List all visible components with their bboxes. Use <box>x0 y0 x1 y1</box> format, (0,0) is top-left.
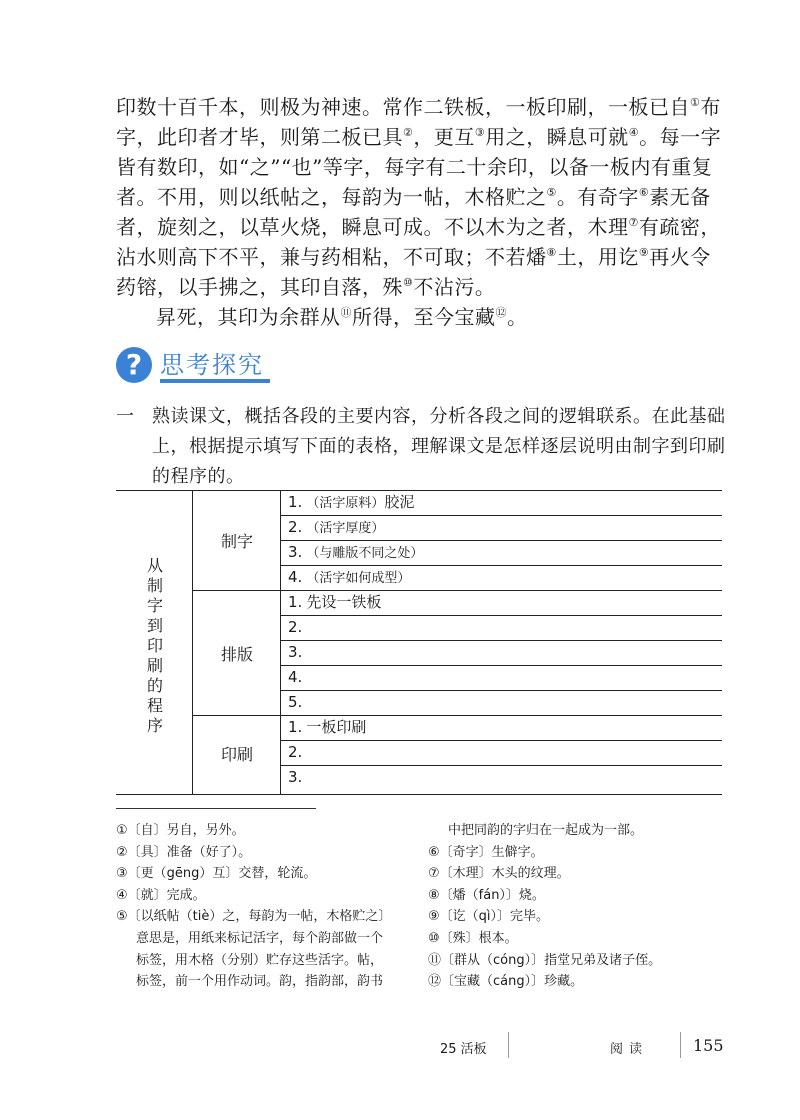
table-cell <box>288 665 718 689</box>
table-group-label: 印刷 <box>220 744 253 764</box>
table-row-label <box>144 556 166 736</box>
question-1 <box>116 402 726 492</box>
cell-num: 1. <box>288 718 303 736</box>
footnotes-right <box>428 820 728 993</box>
table-bottom-border <box>116 794 722 795</box>
cell-num: 2. <box>288 618 303 636</box>
footnote-line: ⑨〔讫（qì）〕完毕。 <box>428 909 550 925</box>
row-label-char: 从 <box>146 556 163 575</box>
text-run: 。有奇字 <box>556 185 639 209</box>
section-header <box>116 345 296 387</box>
table-cell <box>288 715 718 739</box>
cell-num: 3. <box>288 543 303 561</box>
procedure-table <box>116 490 722 794</box>
footnote-line: ④〔就〕完成。 <box>116 887 206 903</box>
text-run: 。每一字皆有数印，如“之”“也”等字，每字有二十余印，以备一板内有重复者。不用，则以纸帖之，每韵为一帖，木格贮之 <box>116 125 722 209</box>
cell-num: 3. <box>288 643 303 661</box>
text-run: 不沾污。 <box>413 275 496 299</box>
row-label-char: 字 <box>146 596 163 615</box>
table-cell <box>288 565 718 589</box>
footnote-line: 中把同韵的字归在一起成为一部。 <box>448 823 644 838</box>
row-label-char: 制 <box>146 576 163 595</box>
row-label-char: 序 <box>146 716 163 735</box>
footnote-line: ②〔具〕准备（好了）。 <box>116 844 252 860</box>
text-run: 用之，瞬息可就 <box>485 125 629 149</box>
cell-num: 4. <box>288 668 303 686</box>
cell-hint: （与雕版不同之处） <box>306 546 424 561</box>
footnote-marker: ⑨ <box>638 246 650 259</box>
row-label-char: 的 <box>146 676 163 695</box>
table-cell <box>288 765 718 789</box>
footer-section: 阅读 <box>610 1042 649 1057</box>
cell-hint: （活字如何成型） <box>306 571 411 586</box>
cell-text: 先设一铁板 <box>306 593 382 611</box>
question-number: 一 <box>116 406 135 427</box>
footnotes-left <box>116 820 410 993</box>
footnote-marker: ⑦ <box>628 216 639 229</box>
row-label-char: 程 <box>146 696 163 715</box>
footnote-line: 意思是，用纸来标记活字，每个韵部做一个 <box>136 930 384 946</box>
footnote-marker: ① <box>690 96 701 109</box>
text-run: 印数十百千本，则极为神速。常作二铁板，一板印刷，一板已自 <box>116 95 690 119</box>
cell-hint: （活字厚度） <box>306 521 385 536</box>
text-run: 昇死，其印为余群从 <box>156 305 341 329</box>
footnote-line: ⑫〔宝藏（cáng）〕珍藏。 <box>428 974 584 990</box>
footnote-line: ⑪〔群从（cóng）〕指堂兄弟及诸子侄。 <box>428 952 662 968</box>
cell-num: 4. <box>288 568 303 586</box>
table-cell <box>288 690 718 714</box>
footer-lesson: 25 活板 <box>440 1042 487 1057</box>
footnote-line: ③〔更（gēng）互〕交替，轮流。 <box>116 866 317 882</box>
text-run: 土，用讫 <box>556 245 639 269</box>
footnote-line: ⑦〔木理〕木头的纹理。 <box>428 866 570 882</box>
footnote-line: ①〔自〕另自，另外。 <box>116 823 245 838</box>
cell-num: 5. <box>288 693 303 711</box>
footnote-marker: ⑥ <box>638 186 650 199</box>
text-run: 。 <box>507 305 528 329</box>
table-cell <box>288 590 718 614</box>
footnote-line: ⑥〔奇字〕生僻字。 <box>428 844 544 860</box>
cell-num: 1. <box>288 593 303 611</box>
footnote-marker: ⑫ <box>495 306 507 319</box>
table-cell <box>288 640 718 664</box>
cell-num: 1. <box>288 493 303 511</box>
text-run: 有疏密，沾水则高下不平，兼与药相粘，不可取；不若燔 <box>116 215 721 269</box>
table-cell <box>288 515 718 539</box>
paragraph-1 <box>116 92 726 302</box>
section-title: 思考探究 <box>160 351 264 379</box>
cell-text: 胶泥 <box>384 493 415 511</box>
row-label-char: 刷 <box>146 656 163 675</box>
footnote-marker: ⑧ <box>546 246 557 259</box>
question-text: 熟读课文，概括各段的主要内容，分析各段之间的逻辑联系。在此基础上，根据提示填写下面的表格，理解课文是怎样逐层说明由制字到印刷的程序的。 <box>152 406 726 487</box>
text-run: ，更互 <box>413 125 475 149</box>
text-run: 再火令药镕，以手拂之，其印自落，殊 <box>116 245 711 299</box>
table-column-divider <box>192 490 193 794</box>
footnote-line: 标签，前一个用作动词。韵，指韵部，韵书 <box>136 974 384 990</box>
table-group-label: 制字 <box>220 532 253 551</box>
footnote-line: 标签，用木格（分别）贮存这些活字。帖， <box>136 952 384 968</box>
cell-num: 2. <box>288 518 303 536</box>
footnote-marker: ⑩ <box>403 276 414 289</box>
cell-num: 2. <box>288 743 303 761</box>
page-number: 155 <box>693 1036 724 1055</box>
table-cell <box>288 490 718 514</box>
footnote-marker: ② <box>403 126 414 139</box>
table-group-label: 排版 <box>220 644 253 664</box>
paragraph-2 <box>116 302 726 332</box>
footnote-marker: ⑪ <box>340 306 352 319</box>
row-label-char: 印 <box>146 636 163 655</box>
section-underline <box>160 379 270 383</box>
table-cell <box>288 740 718 764</box>
footnote-marker: ④ <box>628 126 640 139</box>
text-run: 布字，此印者才毕，则第二板已具 <box>116 95 721 149</box>
footnote-line: ⑩〔殊〕根本。 <box>428 930 518 946</box>
table-cell <box>288 615 718 639</box>
question-mark-icon: ? <box>116 347 152 383</box>
footnote-marker: ③ <box>474 126 486 139</box>
footnote-line: ⑧〔燔（fán）〕烧。 <box>428 887 545 903</box>
footnote-rule <box>116 808 316 809</box>
text-run: 所得，至今宝藏 <box>352 305 496 329</box>
cell-num: 3. <box>288 768 303 786</box>
table-cell <box>288 540 718 564</box>
cell-hint: （活字原料） <box>306 496 385 511</box>
cell-text: 一板印刷 <box>306 718 367 736</box>
footnote-marker: ⑤ <box>546 186 557 199</box>
footer-divider <box>508 1032 509 1058</box>
main-text <box>116 92 726 332</box>
row-label-char: 到 <box>146 616 163 635</box>
footer-divider <box>680 1032 681 1058</box>
text-run: 素无备者，旋刻之，以草火烧，瞬息可成。不以木为之者，木理 <box>116 185 711 239</box>
table-column-divider <box>280 490 281 794</box>
footnote-line: ⑤〔以纸帖（tiè）之，每韵为一帖，木格贮之〕 <box>116 909 392 925</box>
